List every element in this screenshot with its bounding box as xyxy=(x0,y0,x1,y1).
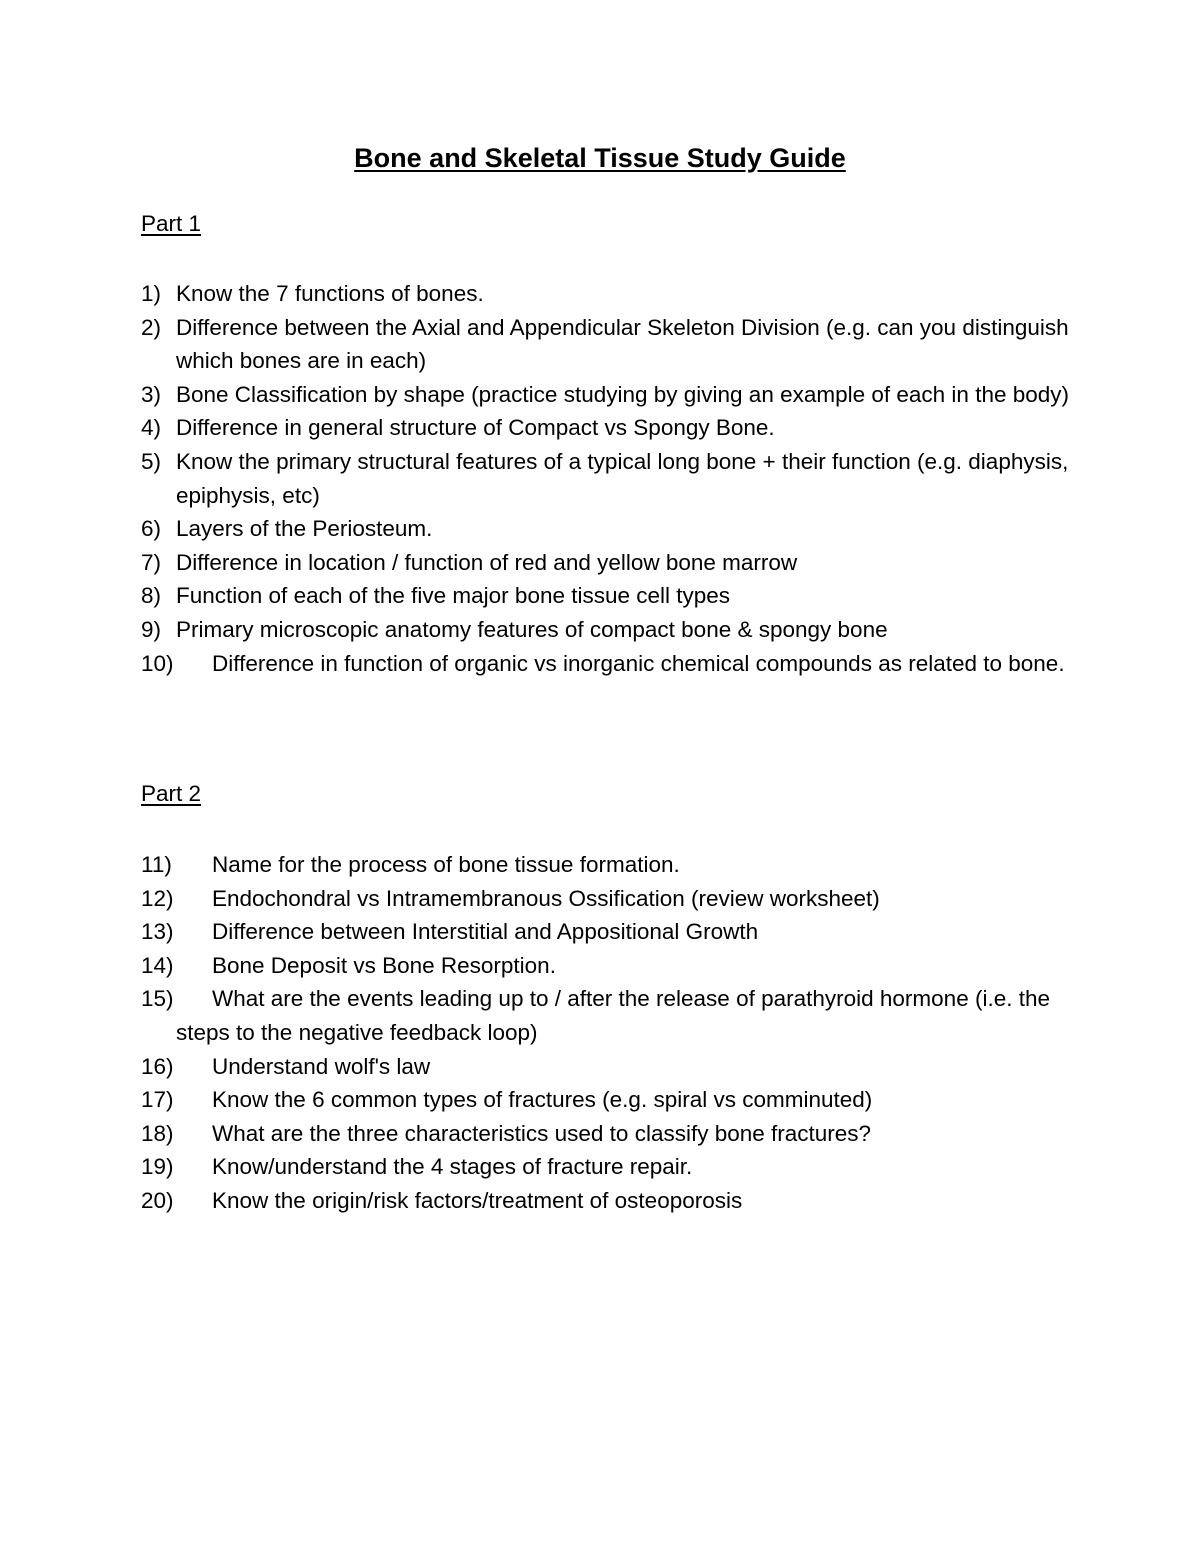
item-number: 18) xyxy=(141,1120,174,1146)
list-item xyxy=(141,1150,1101,1184)
item-text: Difference between the Axial and Appendicular Skeleton Division (e.g. can you distinguish which bones are in each) xyxy=(176,314,1069,374)
item-text: Function of each of the five major bone tissue cell types xyxy=(176,583,731,609)
item-text: Know the 7 functions of bones. xyxy=(176,281,484,306)
list-item xyxy=(141,613,1101,647)
item-text: Know/understand the 4 stages of fracture repair. xyxy=(212,1154,693,1180)
list-item xyxy=(141,915,1101,949)
item-text: Difference in general structure of Compact vs Spongy Bone. xyxy=(176,415,775,441)
item-text: Primary microscopic anatomy features of compact bone & spongy bone xyxy=(176,616,888,642)
item-text: What are the three characteristics used to classify bone fractures? xyxy=(212,1120,872,1146)
item-number: 1) xyxy=(141,281,162,306)
item-number: 13) xyxy=(141,919,174,945)
document-title: Bone and Skeletal Tissue Study Guide xyxy=(354,143,846,173)
item-number: 8) xyxy=(141,583,162,609)
list-item xyxy=(141,579,1101,613)
item-text: What are the events leading up to / after the release of parathyroid hormone (i.e. the steps to the negative feedback loop) xyxy=(176,986,1050,1045)
item-text: Difference between Interstitial and Appositional Growth xyxy=(212,919,759,945)
item-number: 10) xyxy=(141,650,174,676)
list-item xyxy=(141,277,1101,311)
item-text: Bone Classification by shape (practice studying by giving an example of each in the body) xyxy=(176,381,1070,407)
list-item xyxy=(141,311,1101,378)
item-number: 5) xyxy=(141,448,162,474)
list-item xyxy=(141,445,1101,512)
list-item xyxy=(141,949,1101,983)
list-item xyxy=(141,848,1101,882)
item-number: 9) xyxy=(141,616,162,642)
item-number: 11) xyxy=(141,852,172,877)
list-item xyxy=(141,882,1101,916)
item-text: Bone Deposit vs Bone Resorption. xyxy=(212,952,556,978)
item-text: Understand wolf's law xyxy=(212,1053,431,1079)
list-item xyxy=(141,1117,1101,1151)
part-2-heading: Part 2 xyxy=(141,781,202,806)
item-number: 16) xyxy=(141,1053,174,1079)
item-text: Layers of the Periosteum. xyxy=(176,516,433,542)
item-text: Know the primary structural features of a typical long bone + their function (e.g. diaphysis, epiphysis, etc) xyxy=(176,448,1069,508)
part-1-list xyxy=(141,277,1101,680)
item-number: 3) xyxy=(141,381,162,407)
list-item xyxy=(141,1050,1101,1084)
item-text: Endochondral vs Intramembranous Ossification (review worksheet) xyxy=(212,885,880,911)
part-2-list xyxy=(141,848,1101,1218)
item-number: 14) xyxy=(141,952,174,978)
item-text: Name for the process of bone tissue formation. xyxy=(212,852,680,877)
list-item xyxy=(141,982,1101,1049)
item-text: Know the 6 common types of fractures (e.g. spiral vs comminuted) xyxy=(212,1087,873,1113)
item-number: 20) xyxy=(141,1187,174,1213)
item-number: 7) xyxy=(141,549,162,575)
item-number: 19) xyxy=(141,1154,174,1180)
list-item xyxy=(141,1083,1101,1117)
list-item xyxy=(141,1184,1101,1218)
item-number: 12) xyxy=(141,885,174,911)
part-1-heading: Part 1 xyxy=(141,211,202,236)
item-text: Know the origin/risk factors/treatment of osteoporosis xyxy=(212,1187,743,1213)
item-number: 2) xyxy=(141,314,162,340)
item-number: 6) xyxy=(141,516,162,542)
item-text: Difference in location / function of red and yellow bone marrow xyxy=(176,549,798,575)
item-number: 15) xyxy=(141,986,174,1012)
item-text: Difference in function of organic vs inorganic chemical compounds as related to bone. xyxy=(212,650,1065,676)
item-number: 4) xyxy=(141,415,162,441)
list-item xyxy=(141,411,1101,445)
item-number: 17) xyxy=(141,1087,174,1113)
list-item xyxy=(141,512,1101,546)
list-item xyxy=(141,647,1101,681)
list-item xyxy=(141,378,1101,412)
list-item xyxy=(141,546,1101,580)
